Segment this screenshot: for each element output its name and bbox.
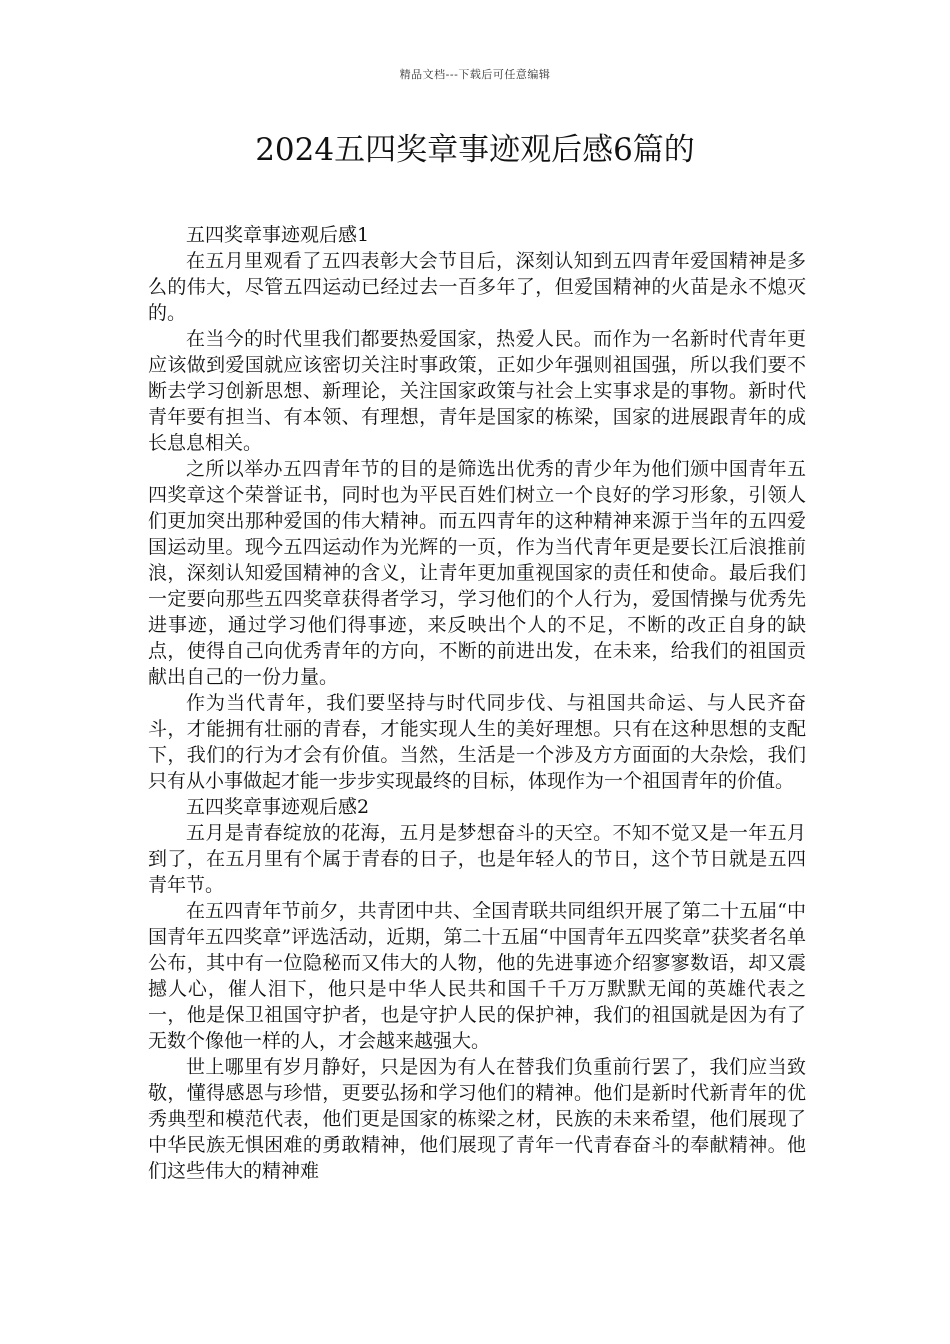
section-heading: 五四奖章事迹观后感2 bbox=[186, 796, 370, 818]
paragraph: 作为当代青年，我们要坚持与时代同步伐、与祖国共命运、与人民齐奋斗，才能拥有壮丽的青春，才能实现人生的美好理想。只有在这种思想的支配下，我们的行为才会有价值。当然，生活是一个涉及方方面面的大杂烩，我们只有从小事做起才能一步步实现最终的目标，体现作为一个祖国青年的价值。 bbox=[148, 692, 806, 792]
paragraph: 在五四青年节前夕，共青团中共、全国青联共同组织开展了第二十五届“中国青年五四奖章”评选活动，近期，第二十五届“中国青年五四奖章”获奖者名单公布，其中有一位隐秘而又伟大的人物，他的先进事迹介绍寥寥数语，却又震撼人心，催人泪下，他只是中华人民共和国千千万万默默无闻的英雄代表之一，他是保卫祖国守护者，也是守护人民的保护神，我们的祖国就是因为有了无数个像他一样的人，才会越来越强大。 bbox=[148, 900, 806, 1052]
paragraph: 世上哪里有岁月静好，只是因为有人在替我们负重前行罢了，我们应当致敬，懂得感恩与珍惜，更要弘扬和学习他们的精神。他们是新时代新青年的优秀典型和模范代表，他们更是国家的栋梁之材，民族的未来希望，他们展现了中华民族无惧困难的勇敢精神，他们展现了青年一代青春奋斗的奉献精神。他们这些伟大的精神难 bbox=[148, 1056, 806, 1182]
paragraph: 五月是青春绽放的花海，五月是梦想奋斗的天空。不知不觉又是一年五月到了，在五月里有个属于青春的日子，也是年轻人的节日，这个节日就是五四青年节。 bbox=[148, 822, 806, 896]
document-body bbox=[148, 222, 806, 1184]
header-note: 精品文档---下载后可任意编辑 bbox=[399, 68, 551, 81]
paragraph: 在当今的时代里我们都要热爱国家，热爱人民。而作为一名新时代青年更应该做到爱国就应该密切关注时事政策，正如少年强则祖国强，所以我们要不断去学习创新思想、新理论，关注国家政策与社会上实事求是的事物。新时代青年要有担当、有本领、有理想，青年是国家的栋梁，国家的进展跟青年的成长息息相关。 bbox=[148, 328, 806, 454]
section-heading: 五四奖章事迹观后感1 bbox=[186, 224, 370, 246]
paragraph: 在五月里观看了五四表彰大会节目后，深刻认知到五四青年爱国精神是多么的伟大，尽管五四运动已经过去一百多年了，但爱国精神的火苗是永不熄灭的。 bbox=[148, 250, 806, 324]
document-title: 2024五四奖章事迹观后感6篇的 bbox=[255, 132, 695, 168]
paragraph: 之所以举办五四青年节的目的是筛选出优秀的青少年为他们颁中国青年五四奖章这个荣誉证书，同时也为平民百姓们树立一个良好的学习形象，引领人们更加突出那种爱国的伟大精神。而五四青年的这种精神来源于当年的五四爱国运动里。现今五四运动作为光辉的一页，作为当代青年更是要长江后浪推前浪，深刻认知爱国精神的含义，让青年更加重视国家的责任和使命。最后我们一定要向那些五四奖章获得者学习，学习他们的个人行为，爱国情操与优秀先进事迹，通过学习他们得事迹，来反映出个人的不足，不断的改正自身的缺点，使得自己向优秀青年的方向，不断的前进出发，在未来，给我们的祖国贡献出自己的一份力量。 bbox=[148, 458, 806, 688]
